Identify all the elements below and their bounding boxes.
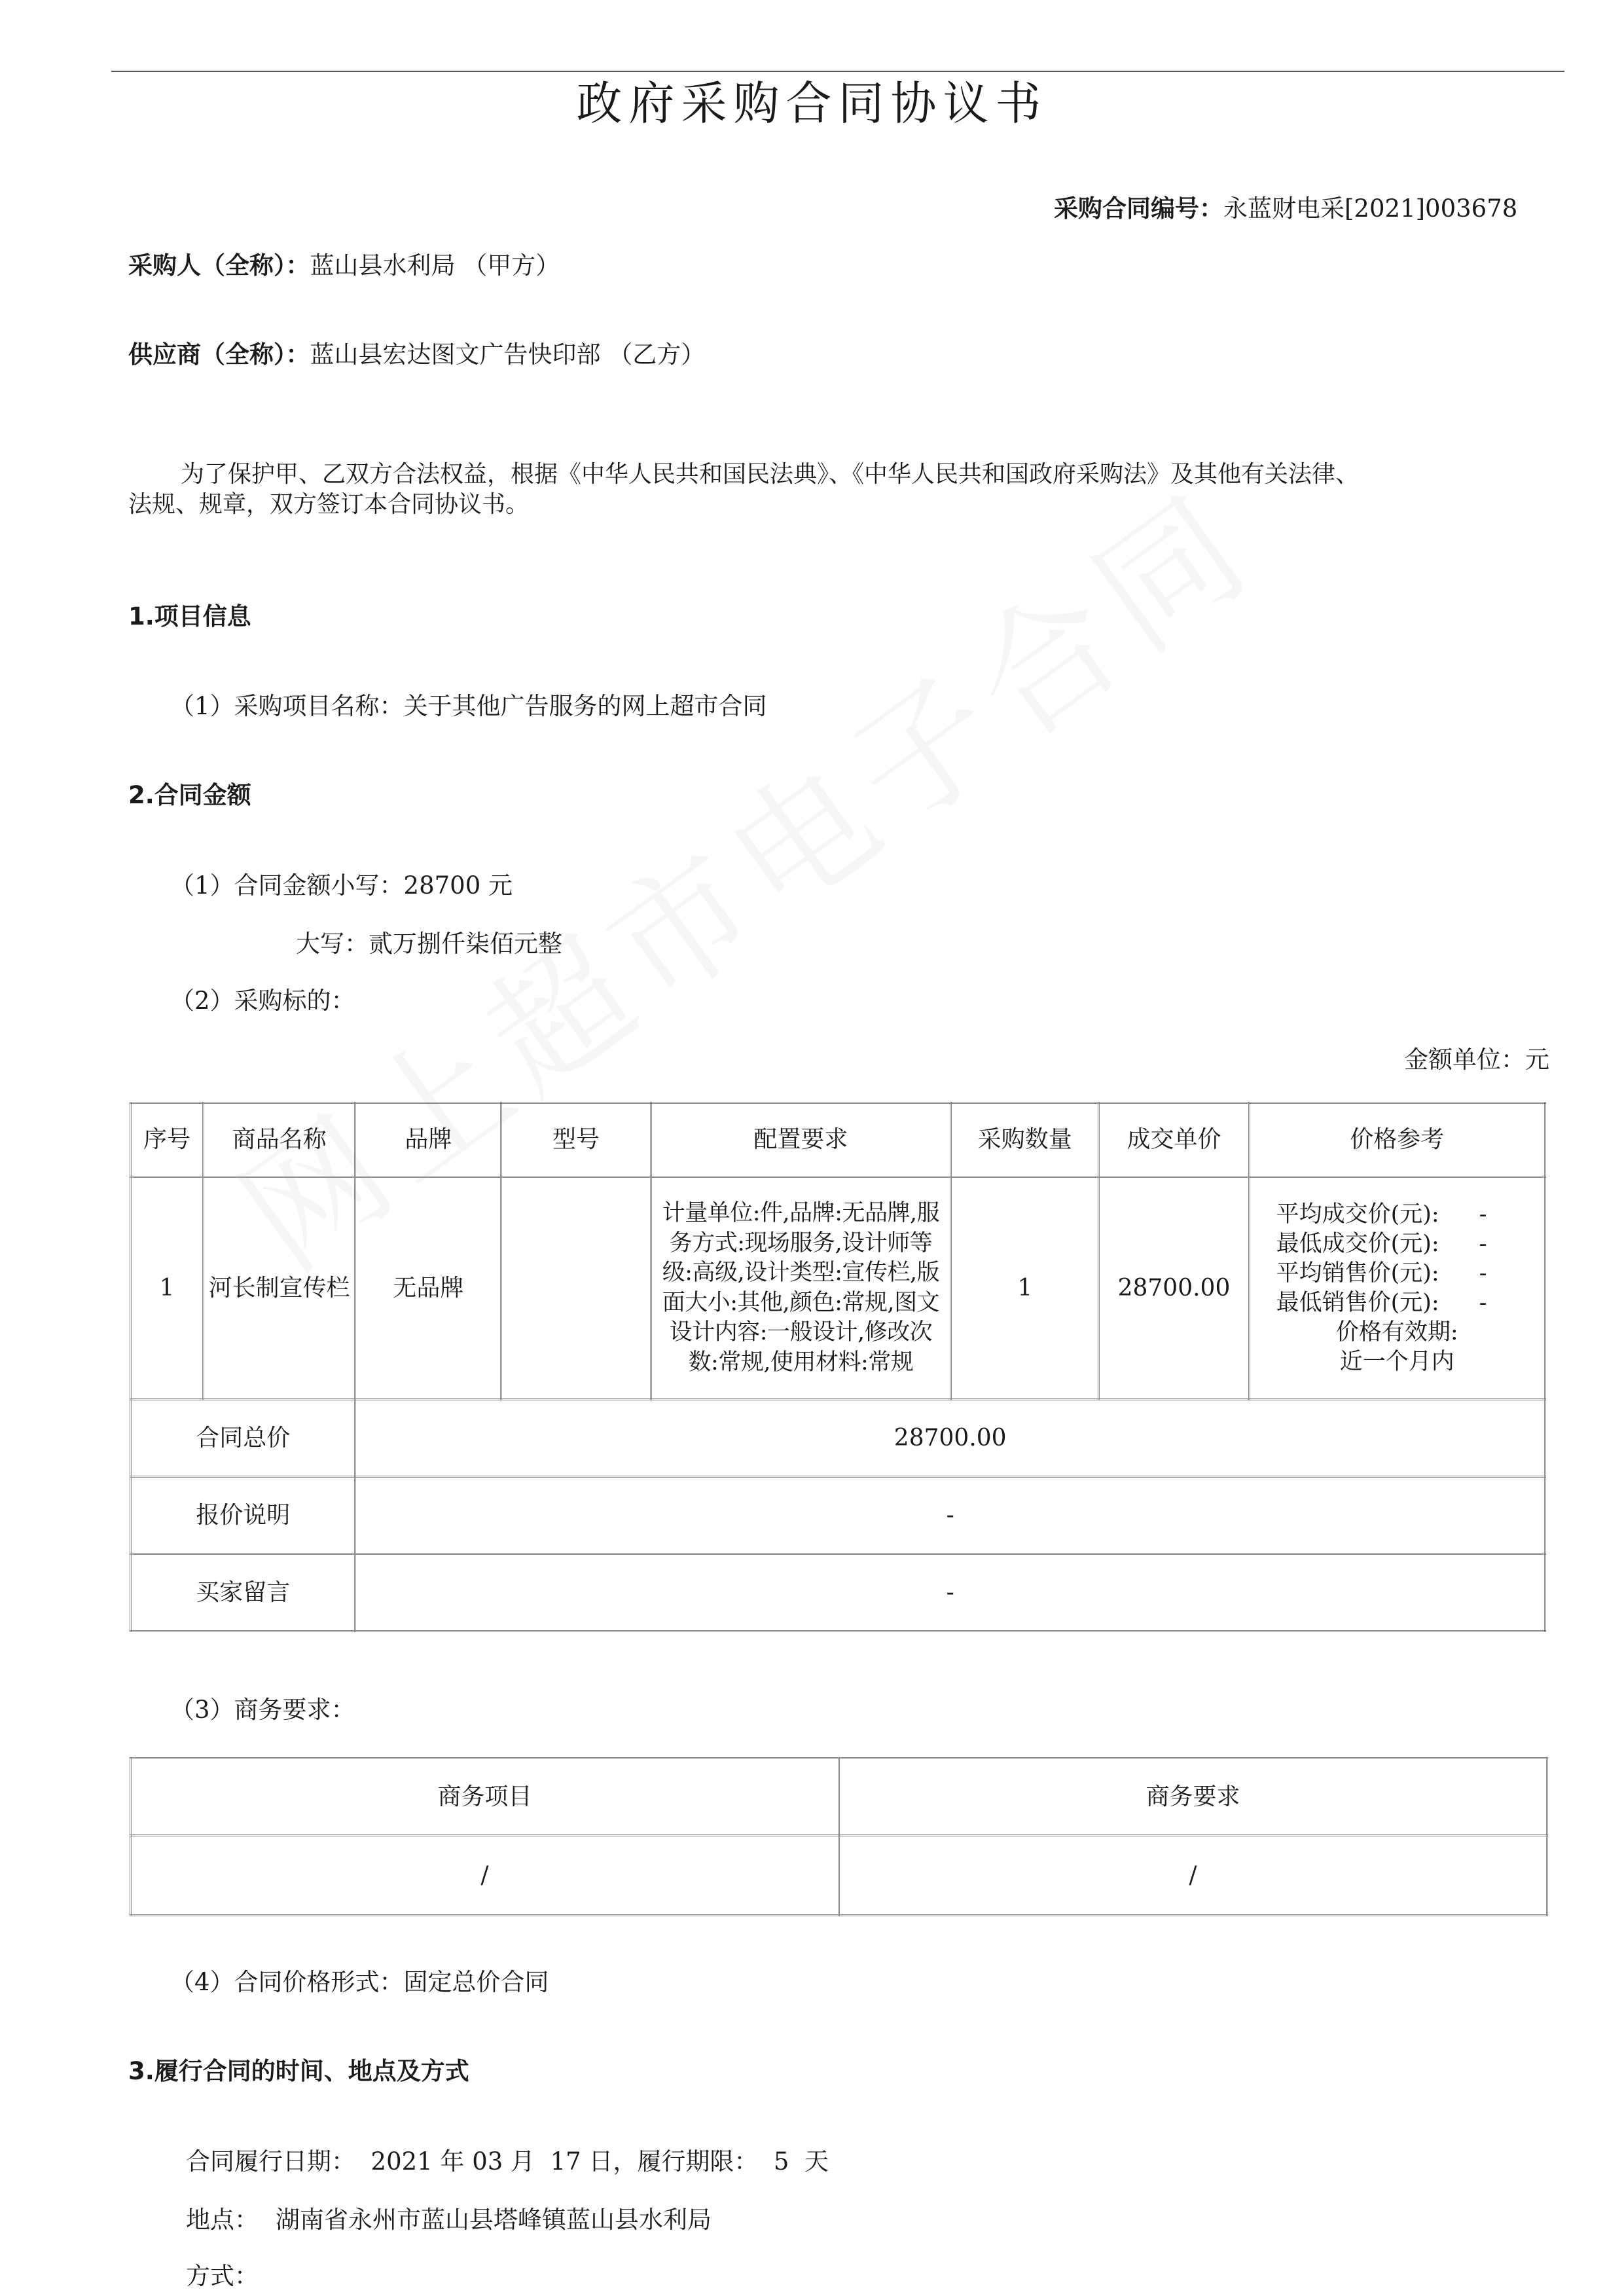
amount-daxie-line bbox=[296, 928, 562, 960]
section-2-heading: 2.合同金额 bbox=[128, 781, 251, 809]
min-sale-label: 最低销售价(元): bbox=[1276, 1289, 1439, 1316]
place-label: 地点： bbox=[186, 2206, 259, 2234]
avg-sale-label: 平均销售价(元): bbox=[1276, 1260, 1439, 1286]
section-1-heading: 1.项目信息 bbox=[128, 602, 251, 630]
method-label: 方式： bbox=[186, 2262, 259, 2290]
avg-deal-value: - bbox=[1479, 1201, 1487, 1228]
model bbox=[501, 1177, 651, 1400]
header-cell: 成交单价 bbox=[1099, 1103, 1249, 1177]
project-name-value: 关于其他广告服务的网上超市合同 bbox=[403, 692, 767, 720]
avg-deal-label: 平均成交价(元): bbox=[1276, 1201, 1439, 1228]
quantity: 1 bbox=[951, 1177, 1099, 1400]
price-form-label: （4）合同价格形式： bbox=[170, 1968, 404, 1996]
place-value: 湖南省永州市蓝山县塔峰镇蓝山县水利局 bbox=[276, 2206, 712, 2234]
place-line bbox=[186, 2204, 712, 2236]
header-cell: 商务要求 bbox=[839, 1758, 1547, 1836]
row-number: 1 bbox=[131, 1177, 204, 1400]
quote-label: 报价说明 bbox=[131, 1477, 355, 1554]
business-item-value: / bbox=[131, 1836, 839, 1916]
price-ref-line bbox=[1276, 1288, 1544, 1318]
business-requirement-value: / bbox=[839, 1836, 1547, 1916]
price-ref-line bbox=[1276, 1200, 1544, 1230]
quote-value: - bbox=[355, 1477, 1545, 1554]
purchaser-line bbox=[128, 249, 560, 282]
header-cell: 商品名称 bbox=[203, 1103, 355, 1177]
performance-date-line: 合同履行日期： 2021 年 03 月 17 日，履行期限： 5 天 bbox=[186, 2147, 829, 2176]
business-requirements-label: （3）商务要求： bbox=[170, 1696, 355, 1724]
header-cell: 配置要求 bbox=[651, 1103, 951, 1177]
header-cell: 价格参考 bbox=[1249, 1103, 1545, 1177]
avg-sale-value: - bbox=[1479, 1260, 1487, 1286]
min-deal-value: - bbox=[1479, 1230, 1487, 1257]
price-ref-line bbox=[1276, 1230, 1544, 1259]
product-name: 河长制宣传栏 bbox=[203, 1177, 355, 1400]
price-form-value: 固定总价合同 bbox=[403, 1968, 549, 1996]
purchaser-value: 蓝山县水利局 （甲方） bbox=[310, 251, 560, 280]
amount-line bbox=[170, 869, 513, 902]
table-row bbox=[131, 1177, 1545, 1400]
total-value: 28700.00 bbox=[355, 1400, 1545, 1477]
header-cell: 品牌 bbox=[355, 1103, 501, 1177]
supplier-label: 供应商（全称）： bbox=[128, 340, 310, 369]
procurement-subject-label: （2）采购标的： bbox=[170, 987, 355, 1015]
goods-table bbox=[130, 1102, 1546, 1632]
amount-label: （1）合同金额小写： bbox=[170, 871, 404, 900]
contract-number bbox=[1054, 192, 1517, 225]
header-cell: 型号 bbox=[501, 1103, 651, 1177]
goods-table-header bbox=[131, 1103, 1545, 1177]
business-table bbox=[130, 1757, 1548, 1916]
amount-daxie-value: 贰万捌仟柒佰元整 bbox=[369, 930, 562, 958]
min-sale-value: - bbox=[1479, 1289, 1487, 1316]
section-3-heading: 3.履行合同的时间、地点及方式 bbox=[128, 2057, 469, 2085]
project-name-line bbox=[170, 690, 767, 723]
buyer-message-label: 买家留言 bbox=[131, 1554, 355, 1631]
buyer-message-value: - bbox=[355, 1554, 1545, 1631]
price-reference bbox=[1249, 1177, 1545, 1400]
amount-unit-note: 金额单位：元 bbox=[1404, 1046, 1549, 1074]
validity-label: 价格有效期: bbox=[1335, 1319, 1458, 1345]
brand: 无品牌 bbox=[355, 1177, 501, 1400]
unit-price: 28700.00 bbox=[1099, 1177, 1249, 1400]
project-name-label: （1）采购项目名称： bbox=[170, 692, 404, 720]
amount-daxie-label: 大写： bbox=[296, 930, 369, 958]
price-ref-line bbox=[1276, 1259, 1544, 1288]
contract-number-label: 采购合同编号： bbox=[1054, 194, 1223, 223]
header-cell: 序号 bbox=[131, 1103, 204, 1177]
intro-line-1: 为了保护甲、乙双方合法权益，根据《中华人民共和国民法典》、《中华人民共和国政府采购法》及其他有关法律、 bbox=[181, 461, 1360, 488]
header-cell: 商务项目 bbox=[131, 1758, 839, 1836]
purchaser-label: 采购人（全称）： bbox=[128, 251, 310, 280]
quote-row bbox=[131, 1477, 1545, 1554]
header-cell: 采购数量 bbox=[951, 1103, 1099, 1177]
page-title: 政府采购合同协议书 bbox=[576, 77, 1048, 130]
supplier-value: 蓝山县宏达图文广告快印部 （乙方） bbox=[310, 340, 706, 369]
intro-line-2: 法规、规章，双方签订本合同协议书。 bbox=[128, 491, 530, 518]
validity-value: 近一个月内 bbox=[1339, 1348, 1454, 1375]
table-row bbox=[131, 1836, 1547, 1916]
min-deal-label: 最低成交价(元): bbox=[1276, 1230, 1439, 1257]
price-form-line bbox=[170, 1966, 549, 1999]
business-table-header bbox=[131, 1758, 1547, 1836]
supplier-line bbox=[128, 338, 705, 371]
total-label: 合同总价 bbox=[131, 1400, 355, 1477]
config-requirements: 计量单位:件,品牌:无品牌,服务方式:现场服务,设计师等级:高级,设计类型:宣传栏,版面大小:其他,颜色:常规,图文设计内容:一般设计,修改次数:常规,使用材料:常规 bbox=[651, 1177, 951, 1400]
contract-number-value: 永蓝财电采[2021]003678 bbox=[1223, 194, 1518, 223]
buyer-message-row bbox=[131, 1554, 1545, 1631]
amount-value: 28700 元 bbox=[403, 871, 513, 900]
total-row bbox=[131, 1400, 1545, 1477]
